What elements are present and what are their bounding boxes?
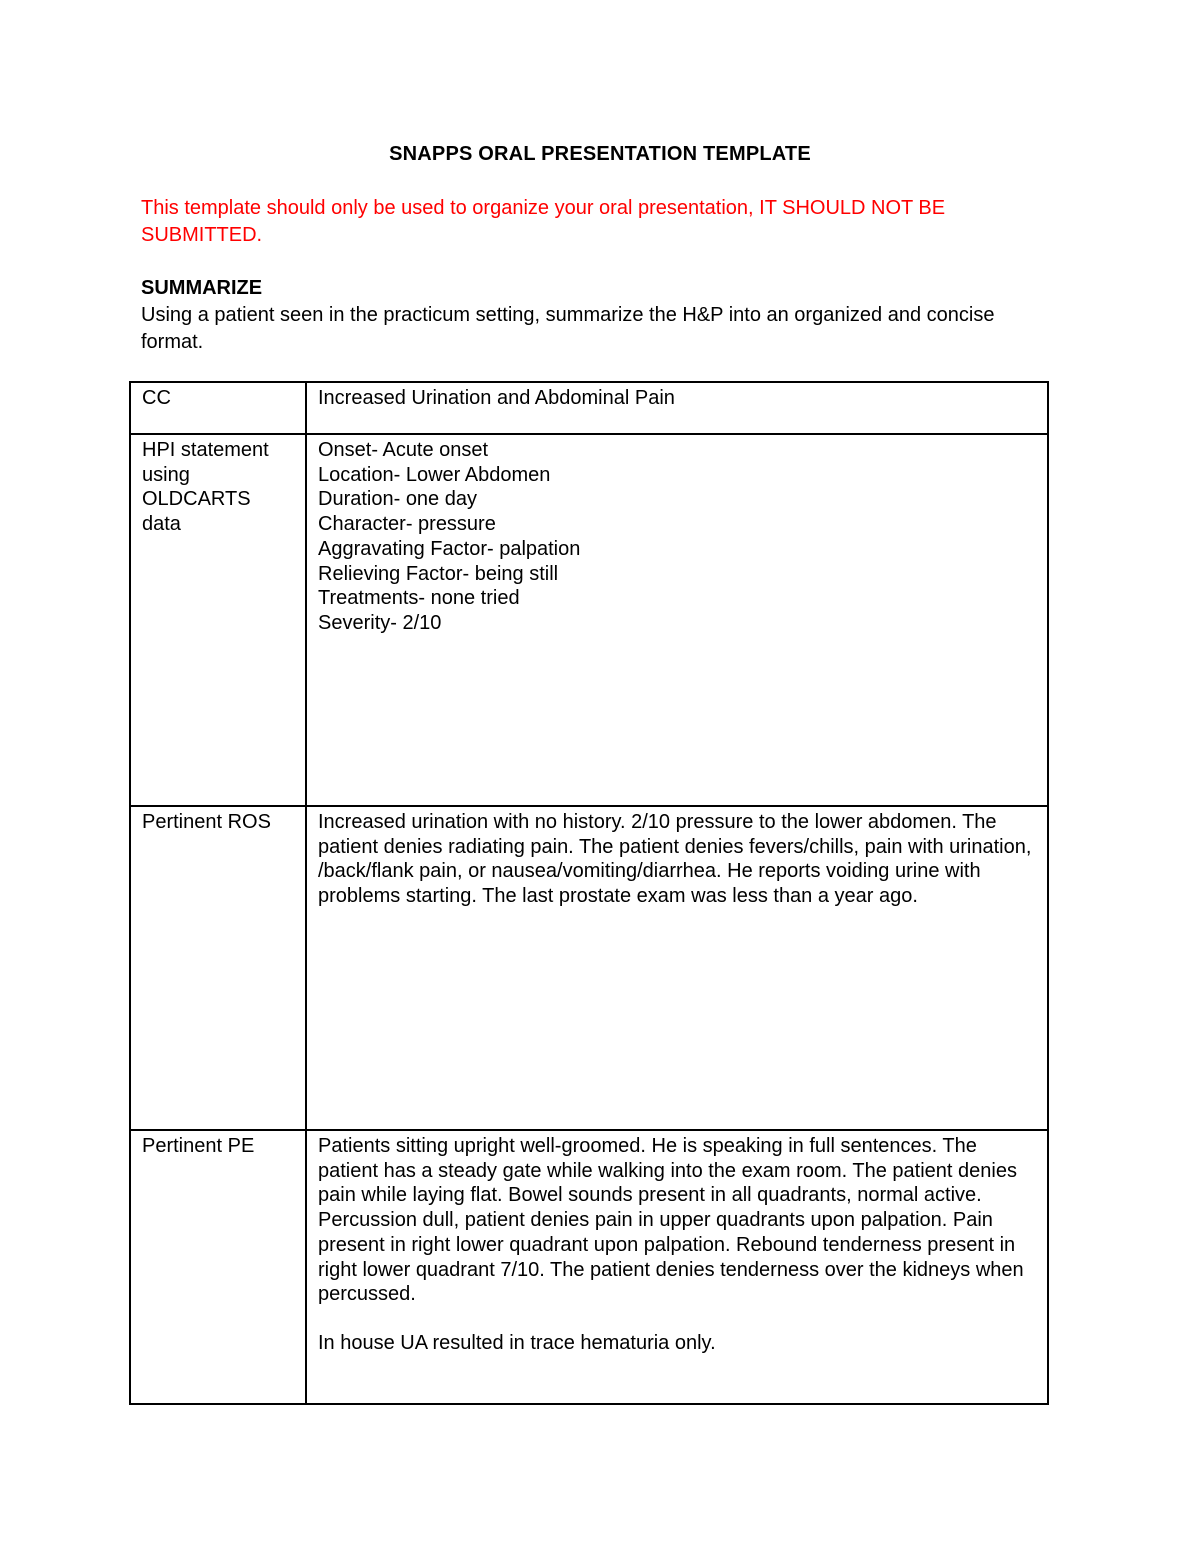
section-heading-summarize: SUMMARIZE [141, 277, 263, 299]
table-row-pe [130, 1130, 1048, 1404]
table-row-cc [130, 382, 1048, 434]
ros-value: Increased urination with no history. 2/10 pressure to the lower abdomen. The patient denies radiating pain. The patient denies fevers/chills, pain with urination, /back/flank pain, or nausea/vomiting/diarrhea. He reports voiding urine with problems starting. The last prostate exam was less than a year ago. [306, 806, 1048, 1130]
hpi-label [130, 434, 306, 806]
hpi-item-character: Character- pressure [318, 513, 496, 536]
table-row-hpi [130, 434, 1048, 806]
submission-notice: This template should only be used to organize your oral presentation, IT SHOULD NOT BE SUBMITTED. [141, 197, 946, 246]
pe-label: Pertinent PE [130, 1130, 306, 1404]
hpi-item-location: Location- Lower Abdomen [318, 463, 551, 486]
hpi-item-relieving: Relieving Factor- being still [318, 562, 559, 585]
hpi-item-duration: Duration- one day [318, 488, 477, 511]
section-intro: Using a patient seen in the practicum setting, summarize the H&P into an organized and concise format. [141, 304, 995, 353]
hpi-label-line: using [142, 463, 190, 486]
hpi-label-line: HPI statement [142, 439, 269, 461]
cc-label: CC [130, 382, 306, 434]
hpi-item-aggravating: Aggravating Factor- palpation [318, 537, 581, 560]
table-row-ros [130, 806, 1048, 1130]
hpi-item-severity: Severity- 2/10 [318, 611, 442, 634]
pe-findings: Patients sitting upright well-groomed. He is speaking in full sentences. The patient has a steady gate while walking into the exam room. The patient denies pain while laying flat. Bowel sounds present in all quadrants, normal active. Percussion dull, patient denies pain in upper quadrants upon palpation. Pain present in right lower quadrant upon palpation. Rebound tenderness present in right lower quadrant 7/10. The patient denies tenderness over the kidneys when percussed. [318, 1135, 1024, 1306]
paragraph-spacer [318, 1307, 1037, 1331]
hpi-item-treatments: Treatments- none tried [318, 587, 520, 610]
document-title: SNAPPS ORAL PRESENTATION TEMPLATE [389, 143, 811, 165]
hpi-label-line: OLDCARTS [142, 488, 251, 511]
hp-summary-table [129, 381, 1049, 1405]
cc-value: Increased Urination and Abdominal Pain [306, 382, 1048, 434]
ros-label: Pertinent ROS [130, 806, 306, 1130]
hpi-value [306, 434, 1048, 806]
pe-ua-note: In house UA resulted in trace hematuria only. [318, 1331, 716, 1354]
hpi-label-line: data [142, 513, 181, 536]
pe-value [306, 1130, 1048, 1404]
hpi-item-onset: Onset- Acute onset [318, 439, 489, 461]
